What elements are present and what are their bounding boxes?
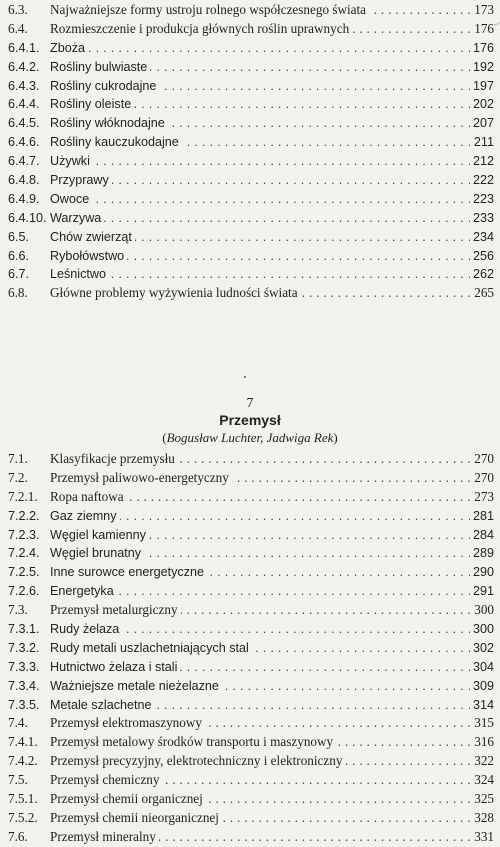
toc-entry-title-wrap (50, 247, 470, 266)
toc-entry-number: 6.8. (8, 285, 28, 301)
toc-entry-title-wrap (50, 601, 470, 620)
toc-entry (0, 696, 500, 715)
toc-entry (0, 133, 500, 152)
toc-entry-page: 291 (470, 582, 494, 601)
toc-entry-title-wrap (50, 114, 470, 133)
toc-entry-number: 6.4.7. (8, 154, 40, 169)
toc-entry-number: 6.7. (8, 267, 30, 282)
toc-entry (0, 828, 500, 847)
toc-entry-title-wrap (50, 507, 470, 526)
toc-entry-number: 7.5. (8, 772, 28, 788)
toc-entry-page: 212 (470, 152, 494, 171)
toc-entry (0, 190, 500, 209)
toc-entry-page: 207 (470, 114, 494, 133)
chapter-number: 7 (246, 396, 254, 411)
toc-entry (0, 152, 500, 171)
toc-entry-title-wrap (50, 563, 470, 582)
toc-entry (0, 284, 500, 303)
toc-entry-title-wrap (50, 133, 470, 152)
toc-entry-page: 202 (470, 95, 494, 114)
toc-entry-number: 6.4. (8, 20, 28, 36)
toc-entry-title-wrap (50, 658, 470, 677)
toc-entry-title: Metale szlachetne (50, 698, 155, 712)
toc-entry-page: 192 (470, 58, 494, 77)
toc-entry-title: Przemysł mineralny (50, 829, 159, 844)
toc-entry-title-wrap (50, 828, 470, 847)
toc-entry-page: 324 (470, 771, 494, 790)
toc-entry-number: 7.5.1. (8, 791, 38, 807)
toc-entry (0, 95, 500, 114)
toc-entry-title-wrap (50, 677, 470, 696)
toc-entry (0, 601, 500, 620)
toc-entry (0, 488, 500, 507)
toc-entry-title-wrap (50, 209, 470, 228)
toc-entry-title: Rośliny bulwiaste (50, 60, 150, 74)
toc-entry-title-wrap (50, 714, 470, 733)
toc-entry-page: 309 (470, 677, 494, 696)
toc-entry (0, 752, 500, 771)
toc-entry-title: Węgiel brunatny (50, 546, 144, 560)
toc-entry (0, 58, 500, 77)
toc-entry-page: 322 (470, 752, 494, 771)
toc-entry-page: 223 (470, 190, 494, 209)
toc-entry-title: Przemysł metalowy środków transportu i maszynowy (50, 734, 336, 749)
toc-entry (0, 114, 500, 133)
toc-entry-number: 6.4.2. (8, 59, 40, 74)
toc-entry-page: 234 (470, 228, 494, 247)
toc-entry-title-wrap (50, 809, 470, 828)
toc-entry-number: 7.6. (8, 828, 28, 844)
toc-entry-title-wrap (50, 152, 470, 171)
toc-entry (0, 809, 500, 828)
toc-entry-number: 7.2.5. (8, 565, 40, 580)
toc-entry (0, 771, 500, 790)
toc-entry-number: 6.4.5. (8, 116, 40, 131)
toc-entry-title: Rośliny oleiste (50, 97, 134, 111)
toc-entry-title: Przemysł chemii nieorganicznej (50, 810, 222, 825)
toc-entry-title-wrap (50, 582, 470, 601)
toc-entry-title-wrap (50, 1, 470, 20)
toc-entry-title: Gaz ziemny (50, 509, 120, 523)
toc-entry-page: 197 (470, 77, 494, 96)
toc-entry-title: Zboża (50, 41, 88, 55)
toc-entry-title: Rośliny kauczukodajne (50, 135, 182, 149)
toc-entry (0, 209, 500, 228)
toc-entry-title: Energetyka (50, 584, 117, 598)
toc-entry-title: Chów zwierząt (50, 230, 135, 244)
toc-entry-title-wrap (50, 450, 470, 469)
toc-entry-title: Ropa naftowa (50, 489, 127, 504)
toc-entry-page: 265 (470, 284, 494, 303)
toc-entry-number: 7.3. (8, 602, 28, 618)
toc-entry-number: 7.5.2. (8, 809, 38, 825)
toc-entry-title-wrap (50, 171, 470, 190)
toc-entry-title: Klasyfikacje przemysłu (50, 451, 178, 466)
toc-entry-number: 7.4. (8, 715, 28, 731)
toc-entry-title-wrap (50, 696, 470, 715)
toc-entry (0, 790, 500, 809)
toc-entry-title: Owoce (50, 192, 92, 206)
toc-entry-title: Przemysł metalurgiczny (50, 602, 181, 617)
toc-entry-page: 176 (470, 39, 494, 58)
chapter-authors-names: Bogusław Luchter, Jadwiga Rek (166, 430, 334, 445)
toc-entry-page: 270 (470, 469, 494, 488)
toc-entry-title-wrap (50, 77, 470, 96)
toc-entry-page: 173 (470, 1, 494, 20)
toc-entry-title-wrap (50, 733, 470, 752)
toc-entry-title-wrap (50, 284, 470, 303)
toc-entry-number: 7.3.3. (8, 659, 40, 674)
toc-section-6 (0, 1, 500, 303)
toc-entry-page: 233 (470, 209, 494, 228)
toc-entry-title-wrap (50, 95, 470, 114)
toc-entry (0, 77, 500, 96)
toc-entry-page: 176 (470, 20, 494, 39)
toc-entry-title-wrap (50, 228, 470, 247)
toc-entry-title: Przemysł chemiczny (50, 772, 163, 787)
toc-entry-title-wrap (50, 790, 470, 809)
chapter-title: Przemysł (219, 412, 281, 428)
toc-entry-number: 7.2.6. (8, 584, 40, 599)
toc-entry-page: 302 (470, 639, 494, 658)
toc-entry-page: 256 (470, 247, 494, 266)
toc-entry-title-wrap (50, 544, 470, 563)
toc-entry-title: Rośliny włóknodajne (50, 116, 168, 130)
toc-entry (0, 544, 500, 563)
toc-entry-number: 7.1. (8, 451, 28, 466)
toc-entry-title-wrap (50, 752, 470, 771)
toc-entry-number: 6.4.8. (8, 173, 40, 188)
toc-entry-page: 325 (470, 790, 494, 809)
toc-entry-page: 273 (470, 488, 494, 507)
toc-entry-title: Rozmieszczenie i produkcja głównych roślin uprawnych (50, 21, 352, 36)
toc-entry (0, 658, 500, 677)
toc-entry-page: 211 (470, 133, 494, 152)
toc-entry-title: Główne problemy wyżywienia ludności świata (50, 285, 301, 300)
toc-entry (0, 247, 500, 266)
toc-entry-title: Węgiel kamienny (50, 528, 149, 542)
toc-entry-number: 6.4.6. (8, 135, 40, 150)
toc-entry (0, 639, 500, 658)
toc-entry-title-wrap (50, 526, 470, 545)
toc-entry-title: Rybołówstwo (50, 249, 127, 263)
toc-entry-number: 6.4.1. (8, 40, 40, 55)
toc-entry-number: 7.3.5. (8, 697, 40, 712)
toc-entry (0, 733, 500, 752)
toc-entry-title-wrap (50, 771, 470, 790)
toc-entry (0, 677, 500, 696)
toc-entry-page: 300 (470, 601, 494, 620)
toc-entry-title: Przemysł elektromaszynowy (50, 715, 205, 730)
toc-entry-title-wrap (50, 20, 470, 39)
toc-entry-title: Rudy żelaza (50, 622, 122, 636)
toc-entry-number: 6.4.3. (8, 78, 40, 93)
toc-entry-title: Przyprawy (50, 173, 112, 187)
toc-entry-page: 222 (470, 171, 494, 190)
toc-entry-number: 7.2.2. (8, 508, 40, 523)
toc-entry-number: 7.4.1. (8, 734, 38, 750)
toc-entry-title: Hutnictwo żelaza i stali (50, 660, 180, 674)
toc-entry-title: Ważniejsze metale nieżelazne (50, 679, 222, 693)
toc-entry (0, 582, 500, 601)
toc-entry-number: 6.4.4. (8, 97, 40, 112)
toc-entry (0, 1, 500, 20)
toc-entry-number: 7.3.1. (8, 622, 40, 637)
toc-entry (0, 714, 500, 733)
toc-entry-page: 289 (470, 544, 494, 563)
chapter-authors: (Bogusław Luchter, Jadwiga Rek) (162, 430, 338, 445)
toc-entry-number: 6.4.9. (8, 191, 40, 206)
toc-entry-title-wrap (50, 469, 470, 488)
toc-entry-title: Najważniejsze formy ustroju rolnego współczesnego świata (50, 2, 369, 17)
toc-entry (0, 171, 500, 190)
toc-entry (0, 563, 500, 582)
toc-entry-title-wrap (50, 488, 470, 507)
toc-entry-number: 6.3. (8, 2, 28, 17)
toc-entry-page: 284 (470, 526, 494, 545)
toc-entry-number: 7.2.3. (8, 527, 40, 542)
toc-entry-page: 331 (470, 828, 494, 847)
toc-entry-title: Rudy metali uszlachetniających stal (50, 641, 252, 655)
toc-entry-title: Leśnictwo (50, 267, 109, 281)
toc-entry-number: 7.3.2. (8, 640, 40, 655)
toc-entry-number: 6.5. (8, 229, 30, 244)
toc-entry-number: 6.4.10. (8, 210, 47, 225)
toc-entry-title: Używki (50, 154, 93, 168)
toc-entry-number: 7.4.2. (8, 753, 38, 769)
toc-entry-title-wrap (50, 620, 470, 639)
toc-entry-title: Przemysł chemii organicznej (50, 791, 206, 806)
toc-entry-title: Przemysł paliwowo-energetyczny (50, 470, 232, 485)
toc-entry-title-wrap (50, 190, 470, 209)
toc-entry (0, 469, 500, 488)
toc-entry (0, 228, 500, 247)
toc-entry-number: 6.6. (8, 248, 30, 263)
toc-entry-title-wrap (50, 265, 470, 284)
toc-entry-title: Przemysł precyzyjny, elektrotechniczny i elektroniczny (50, 753, 345, 768)
toc-entry-page: 316 (470, 733, 494, 752)
toc-entry-page: 315 (470, 714, 494, 733)
toc-entry-title-wrap (50, 58, 470, 77)
toc-entry (0, 620, 500, 639)
toc-entry-page: 304 (470, 658, 494, 677)
toc-entry (0, 39, 500, 58)
toc-entry-title: Rośliny cukrodajne (50, 79, 159, 93)
toc-entry-title: Inne surowce energetyczne (50, 565, 207, 579)
toc-entry-page: 328 (470, 809, 494, 828)
toc-entry-page: 281 (470, 507, 494, 526)
toc-entry-page: 314 (470, 696, 494, 715)
toc-entry-title-wrap (50, 39, 470, 58)
toc-entry-page: 262 (470, 265, 494, 284)
toc-entry (0, 526, 500, 545)
toc-entry-number: 7.2.4. (8, 546, 40, 561)
toc-entry-number: 7.2.1. (8, 488, 38, 504)
toc-entry-page: 270 (470, 450, 494, 469)
toc-entry-title: Warzywa (50, 211, 104, 225)
toc-entry-number: 7.3.4. (8, 678, 40, 693)
toc-entry (0, 265, 500, 284)
print-speck (244, 376, 246, 378)
toc-entry (0, 450, 500, 469)
toc-entry (0, 20, 500, 39)
toc-entry-number: 7.2. (8, 469, 28, 485)
toc-entry-page: 300 (470, 620, 494, 639)
toc-entry (0, 507, 500, 526)
toc-entry-title-wrap (50, 639, 470, 658)
toc-section-7 (0, 450, 500, 847)
toc-entry-page: 290 (470, 563, 494, 582)
